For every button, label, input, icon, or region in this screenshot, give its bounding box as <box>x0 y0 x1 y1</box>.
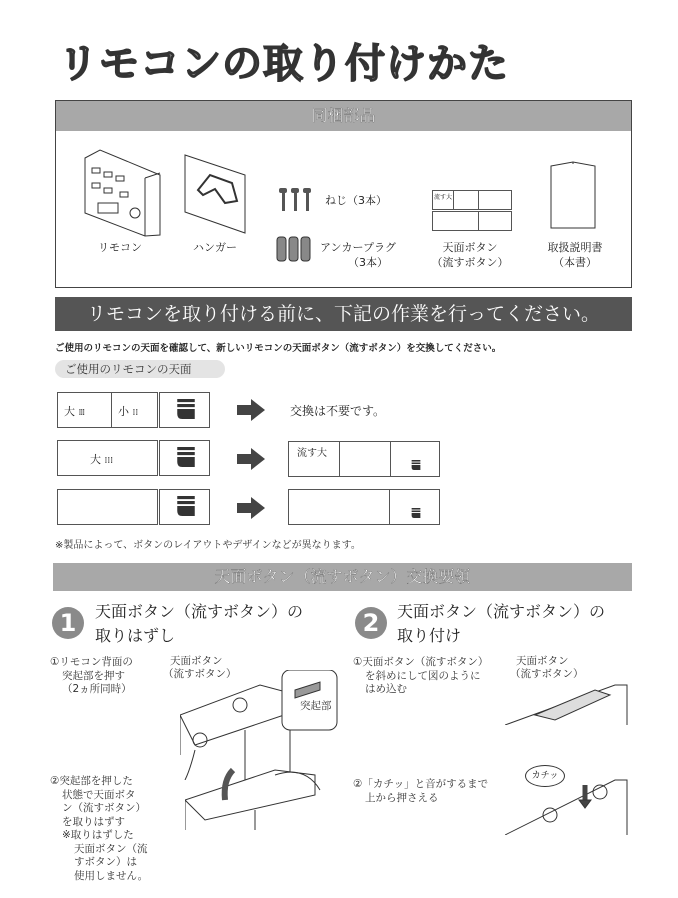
arrow-icon <box>237 448 265 470</box>
remote-illustration <box>80 148 170 238</box>
arrow-icon <box>237 497 265 519</box>
row3-flush-button <box>159 489 210 525</box>
manual-icon <box>548 158 600 230</box>
prework-header: リモコンを取り付ける前に、下記の作業を行ってください。 <box>55 297 632 331</box>
step2-press-illustration <box>505 770 630 835</box>
large-label: 大 <box>64 405 75 418</box>
row2-large-button: 大 ⁞⁞⁞ <box>57 440 158 476</box>
step1-lift-illustration <box>185 760 325 830</box>
click-sound-bubble: カチッ <box>525 765 565 787</box>
top-button-illustration <box>432 190 512 232</box>
step1-sub2 <box>50 775 148 883</box>
item-screws-label: ねじ（3本） <box>325 194 387 207</box>
item-anchor-sub: （3本） <box>348 256 388 269</box>
text-line: すボタン）は <box>74 856 137 868</box>
hanger-illustration <box>180 150 250 235</box>
step2-number: 2 <box>355 607 387 639</box>
text-line: はめ込む <box>365 683 407 695</box>
step1-callout-2: （流すボタン） <box>163 668 237 680</box>
text-line: ン（流すボタン） <box>62 802 146 814</box>
procedure-header: 天面ボタン（流すボタン）交換要領 <box>53 563 632 591</box>
new-blank-button <box>339 441 391 477</box>
large-label: 大 <box>90 453 101 466</box>
contents-header: 同梱部品 <box>56 101 631 131</box>
row2-flush-button <box>159 440 210 476</box>
anchor-plugs-icon <box>275 235 315 265</box>
item-remote-label: リモコン <box>98 241 142 254</box>
row1-large-button: 大 ⁞⁞⁞ <box>57 392 112 428</box>
step2-callout-2: （流すボタン） <box>510 668 584 680</box>
step2-title: 天面ボタン（流すボタン）の <box>397 602 606 621</box>
item-top-button-sub: （流すボタン） <box>431 256 509 269</box>
step1-number: 1 <box>52 607 84 639</box>
text-line: 天面ボタン（流 <box>74 842 148 855</box>
new-flush-button <box>389 489 440 525</box>
step2-title-2: 取り付け <box>397 626 462 645</box>
toilet-icon <box>177 496 195 516</box>
item-hanger-label: ハンガー <box>193 241 237 254</box>
text-line: ①リモコン背面の <box>50 656 133 668</box>
text-line: 突起部を押す <box>62 669 125 682</box>
text-line: 上から押さえる <box>365 791 439 804</box>
new-flush-button <box>390 441 440 477</box>
item-manual-label: 取扱説明書 <box>547 241 603 254</box>
prework-instruction: ご使用のリモコンの天面を確認して、新しいリモコンの天面ボタン（流すボタン）を交換してください。 <box>55 343 502 354</box>
step2-insert-illustration <box>505 680 630 725</box>
step2-sub2 <box>353 778 488 805</box>
text-line: ②「カチッ」と音がするまで <box>353 778 489 790</box>
item-anchor-label: アンカープラグ <box>320 241 397 254</box>
text-line: 使用しません。 <box>74 869 149 882</box>
no-exchange-text: 交換は不要です。 <box>290 404 386 418</box>
text-line: ①天面ボタン（流すボタン） <box>353 656 489 668</box>
toilet-icon <box>177 447 195 467</box>
new-blank-button <box>288 489 390 525</box>
step2-sub1 <box>353 656 488 697</box>
step1-title: 天面ボタン（流すボタン）の <box>95 602 304 621</box>
new-flush-large-button <box>288 441 340 477</box>
current-remote-pill: ご使用のリモコンの天面 <box>55 360 225 378</box>
text-line: ②突起部を押した <box>50 775 133 787</box>
item-top-button-label: 天面ボタン <box>442 241 498 254</box>
small-label: 小 <box>118 405 129 418</box>
page-title: リモコンの取り付けかた <box>58 41 509 87</box>
text-line: を取りはずす <box>62 815 125 828</box>
text-line: （2ヵ所同時） <box>62 683 132 695</box>
protrusion-label: 突起部 <box>300 700 332 712</box>
toilet-icon <box>411 460 421 470</box>
step2-callout: 天面ボタン <box>516 655 569 667</box>
step1-callout: 天面ボタン <box>170 655 223 667</box>
arrow-icon <box>237 399 265 421</box>
item-manual-sub: （本書） <box>553 256 597 269</box>
row1-flush-button <box>159 392 210 428</box>
step1-title-2: 取りはずし <box>95 626 176 645</box>
text-line: ※取りはずした <box>62 829 134 841</box>
button-text: 流す大 <box>432 190 454 210</box>
layout-note: ※製品によって、ボタンのレイアウトやデザインなどが異なります。 <box>55 540 361 551</box>
toilet-icon <box>411 508 421 518</box>
toilet-icon <box>177 399 195 419</box>
new-button-label: 流す大 <box>297 448 327 459</box>
row1-small-button: 小 ⁞⁞ <box>111 392 158 428</box>
text-line: を斜めにして図のように <box>365 669 481 682</box>
text-line: 状態で天面ボタ <box>62 788 136 801</box>
step1-sub1 <box>50 656 133 697</box>
row3-blank-button <box>57 489 158 525</box>
screws-icon <box>275 188 315 213</box>
